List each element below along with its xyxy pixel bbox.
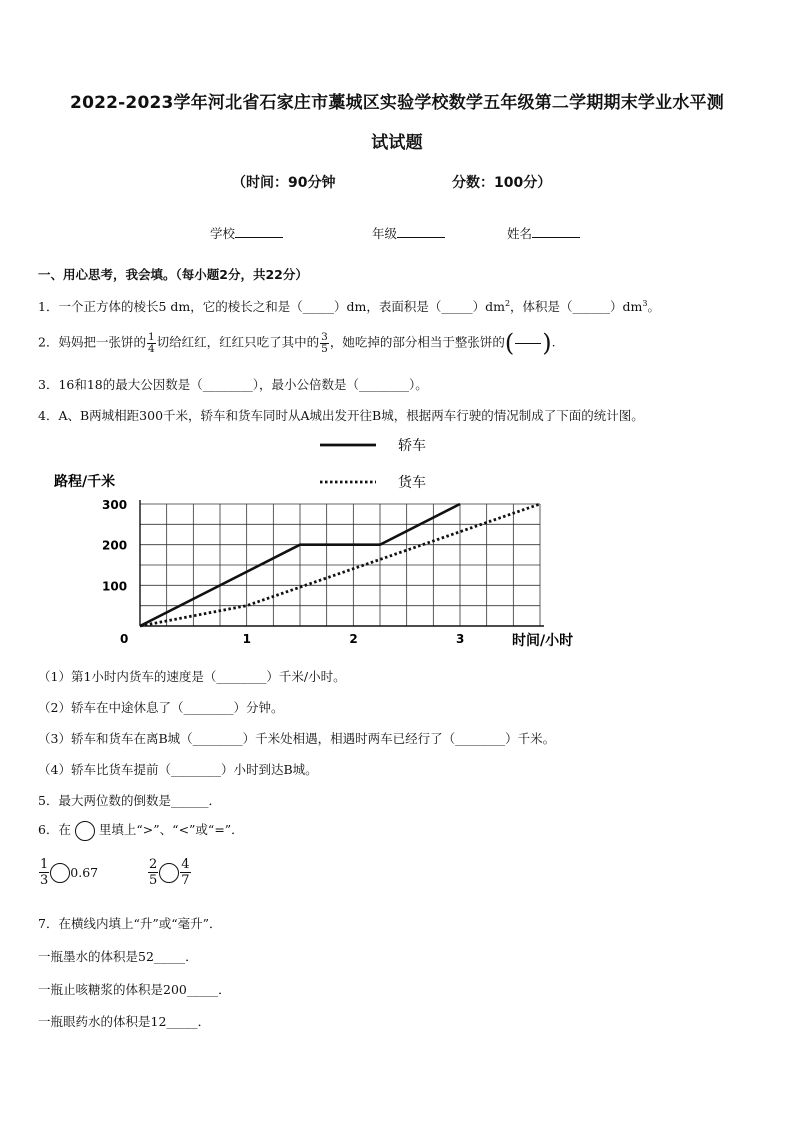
y-tick-label: 300 — [102, 498, 128, 512]
q6-c2-den: 5 — [149, 873, 158, 888]
y-tick-label: 200 — [102, 538, 128, 553]
chart-axes — [140, 500, 544, 626]
q2-fraction-2 — [320, 332, 329, 355]
q2-end: . — [551, 334, 556, 350]
q2-frac1-num: 1 — [147, 330, 155, 343]
x-tick-label: 0 — [120, 632, 129, 646]
name-label: 姓名 — [507, 226, 533, 241]
question-5: 5．最大两位数的倒数是______． — [38, 793, 221, 808]
x-axis-label: 时间/小时 — [512, 633, 574, 649]
question-2 — [38, 331, 556, 355]
travel-distance-chart — [40, 430, 600, 655]
name-blank[interactable] — [532, 225, 580, 238]
legend-label-1: 轿车 — [398, 438, 426, 454]
q6-c1-num: 1 — [40, 857, 49, 872]
q2-text-b: 切给红红，红红只吃了其中的 — [156, 334, 320, 350]
name-field[interactable] — [507, 224, 580, 242]
question-6 — [38, 820, 244, 841]
q2-answer-blank[interactable] — [505, 331, 552, 355]
y-tick-label: 100 — [102, 579, 128, 594]
question-7-line-2: 一瓶止咳糖浆的体积是200_____． — [38, 982, 231, 997]
q2-text-a: 2．妈妈把一张饼的 — [38, 334, 146, 350]
question-4-part-2: （2）轿车在中途休息了（________）分钟。 — [38, 700, 284, 715]
q2-text-c: ，她吃掉的部分相当于整张饼的 — [329, 334, 505, 350]
q1-sup-a: 2 — [504, 298, 511, 308]
q6-compare-1-circle[interactable] — [50, 863, 70, 883]
question-1 — [38, 297, 660, 315]
q6-compare-2-circle[interactable] — [159, 863, 179, 883]
y-axis-label: 路程/千米 — [54, 474, 116, 490]
question-7-line-1: 一瓶墨水的体积是52_____． — [38, 949, 198, 964]
question-3: 3．16和18的最大公因数是（________），最小公倍数是（________）。 — [38, 377, 428, 392]
q6-c2-fraction-right — [180, 857, 190, 888]
q6-text-a: 6．在 — [38, 822, 71, 837]
q6-c2-num: 2 — [149, 857, 158, 872]
question-4-part-1: （1）第1小时内货车的速度是（________）千米/小时。 — [38, 669, 346, 684]
q6-c2-right-num: 4 — [181, 857, 190, 872]
grade-field[interactable] — [372, 224, 445, 242]
q2-fraction-1 — [147, 332, 156, 355]
q2-paren-left: ( — [504, 329, 515, 357]
q2-frac2-den: 5 — [321, 342, 328, 355]
chart-grid — [140, 504, 540, 626]
question-4: 4．A、B两城相距300千米，轿车和货车同时从A城出发开往B城，根据两车行驶的情况制成了下面的统计图。 — [38, 408, 644, 423]
q6-c2-right-den: 7 — [181, 873, 190, 888]
q2-paren-right: ) — [542, 329, 552, 357]
q6-c1-fraction — [39, 857, 49, 888]
q1-text-c: 。 — [647, 299, 661, 314]
question-4-part-3: （3）轿车和货车在离B城（________）千米处相遇，相遇时两车已经行了（________）千米。 — [38, 731, 556, 746]
chart-legend — [320, 438, 426, 491]
q6-circle-example — [75, 821, 95, 841]
x-tick-label: 3 — [456, 632, 465, 646]
q6-c1-right: 0.67 — [70, 865, 99, 880]
q2-frac2-num: 3 — [321, 330, 328, 343]
section-heading: 一、用心思考，我会填。（每小题2分，共22分） — [38, 267, 308, 282]
school-label: 学校 — [210, 226, 236, 241]
grade-label: 年级 — [372, 226, 398, 241]
q1-text-b: ，体积是（______）dm — [510, 299, 643, 314]
q6-c2-fraction-left — [148, 857, 158, 888]
question-7: 7．在横线内填上“升”或“毫升”． — [38, 916, 222, 931]
x-tick-label: 1 — [242, 632, 252, 646]
paper-title-line2: 试试题 — [371, 133, 423, 153]
q6-compare-2 — [147, 857, 192, 888]
q6-compare-1 — [38, 857, 98, 888]
exam-time: （时间：90分钟 — [232, 175, 336, 191]
school-field[interactable] — [210, 224, 283, 242]
q1-text-a: 1．一个正方体的棱长5 dm，它的棱长之和是（_____）dm，表面积是（_____）dm — [38, 299, 505, 314]
exam-score: 分数：100分） — [452, 175, 552, 191]
school-blank[interactable] — [235, 225, 283, 238]
question-4-part-4: （4）轿车比货车提前（________）小时到达B城。 — [38, 762, 318, 777]
q2-frac1-den: 4 — [147, 342, 155, 355]
question-7-line-3: 一瓶眼药水的体积是12_____． — [38, 1014, 211, 1029]
grade-blank[interactable] — [397, 225, 445, 238]
q6-text-b: 里填上“>”、“<”或“=”． — [98, 822, 244, 837]
paper-title-line1: 2022-2023学年河北省石家庄市藁城区实验学校数学五年级第二学期期末学业水平测 — [70, 93, 724, 113]
q6-c1-den: 3 — [40, 873, 49, 888]
q1-sup-b: 3 — [642, 298, 648, 308]
q2-answer-line — [515, 342, 541, 344]
legend-label-2: 货车 — [398, 475, 426, 491]
x-tick-label: 2 — [349, 632, 358, 646]
